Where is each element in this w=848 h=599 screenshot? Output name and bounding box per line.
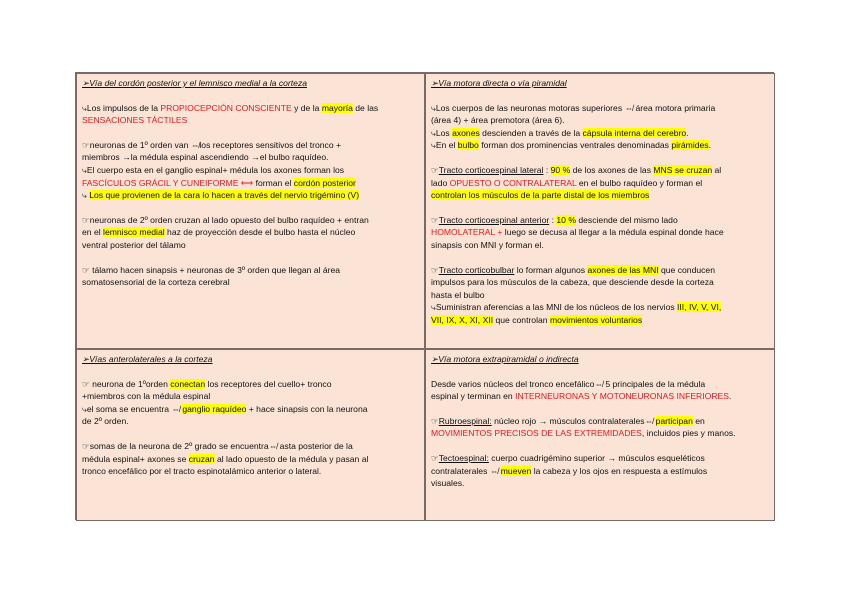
paragraph (431, 214, 769, 252)
text-line: ☞neuronas de 1º orden van ⇎los receptores sensitivos del tronco + (82, 139, 342, 150)
text-line: visuales. (431, 478, 465, 489)
text-line (82, 403, 419, 416)
text-line: de 2º orden. (82, 416, 129, 427)
cell-extrapyramidal-pathway (425, 349, 775, 521)
text-line (431, 214, 769, 227)
paragraph (82, 440, 419, 478)
paragraph (82, 378, 419, 428)
red-text: HOMOLATERAL + (431, 227, 503, 238)
cell-anterolateral-pathway (76, 349, 425, 521)
cell-heading: ➢Vía del cordón posterior y el lemnisco medial a la corteza (82, 78, 308, 88)
text-line (431, 427, 769, 440)
text-line (431, 139, 769, 152)
paragraph (431, 378, 769, 403)
paragraph (431, 102, 769, 152)
text: en el bulbo raquídeo y forman el (576, 177, 703, 188)
text-line (431, 264, 769, 277)
text: . (708, 140, 711, 151)
paragraph (82, 214, 419, 252)
text: ⤷Suministran aferencias a las MNI de los núcleos de los nervios (431, 302, 678, 313)
text-line: somatosensorial de la corteza cerebral (82, 277, 230, 288)
text-line (82, 226, 419, 239)
text: haz de proyección desde el bulbo hasta el núcleo (164, 227, 356, 238)
highlighted-text: cápsula interna del cerebro (582, 127, 687, 138)
text: médula espinal+ axones se (82, 453, 189, 464)
text-line: +miembros con la médula espinal (82, 391, 211, 402)
red-text: PROPIOCEPCIÓN CONSCIENTE (160, 102, 292, 113)
text-line (82, 102, 419, 115)
text-line: hasta el bulbo (431, 289, 485, 300)
text: contralaterales ⇎ (431, 465, 501, 476)
text: ☞ (431, 164, 439, 175)
text: ⤷el soma se encuentra ⇎ (82, 403, 183, 414)
text: al (712, 164, 722, 175)
paragraph (82, 139, 419, 202)
text: desciende del mismo lado (575, 214, 678, 225)
red-text: SENSACIONES TÁCTILES (82, 115, 188, 126)
highlighted-text: axones (452, 127, 480, 138)
text-line (431, 301, 769, 314)
highlighted-text: cordón posterior (293, 177, 356, 188)
cell-pyramidal-pathway (425, 73, 775, 349)
text-line (431, 226, 769, 239)
text: ☞ (431, 214, 439, 225)
text-line: Desde varios núcleos del tronco encefálico⇎ 5 principales de la médula (431, 378, 706, 389)
cell-heading: ➢Vía motora extrapiramidal o indirecta (431, 354, 579, 364)
text-line (431, 189, 769, 202)
text: descienden a través de la (479, 127, 583, 138)
highlighted-text: Los que provienen de la cara lo hacen a través del nervio trigémino (V) (89, 190, 360, 201)
highlighted-text: 90 % (550, 164, 571, 175)
paragraph (82, 264, 419, 289)
text: los receptores del cuello+ tronco (205, 378, 332, 389)
text-line (431, 415, 769, 428)
text-line (431, 164, 769, 177)
text-line: ⤷Los cuerpos de las neuronas motoras superiores ⇎ área motora primaria (431, 102, 716, 113)
text-line (82, 378, 419, 391)
underlined-text: Tectoespinal: (438, 452, 489, 463)
text: que controlan (493, 314, 550, 325)
text: de las (352, 102, 379, 113)
highlighted-text: controlan los músculos de la parte distal de los miembros (431, 190, 650, 201)
text: núcleo rojo → músculos contralaterales⇎ (491, 415, 656, 426)
highlighted-text: VII, IX, X, XI, XII (431, 314, 494, 325)
underlined-text: Tracto corticoespinal anterior (438, 214, 550, 225)
highlighted-text: mayoría (321, 102, 353, 113)
cell-heading: ➢Vías anterolaterales a la corteza (82, 354, 213, 364)
text: ⤷En el (431, 140, 458, 151)
cell-heading: ➢Vía motora directa o vía piramidal (431, 78, 567, 88)
text: y de la (291, 102, 322, 113)
text: ☞ (431, 415, 439, 426)
red-text: OPUESTO O CONTRALATERAL (449, 177, 577, 188)
text: forman dos prominencias ventrales denominadas (478, 140, 672, 151)
text: lado (431, 177, 450, 188)
text-line (431, 390, 769, 403)
paragraph (431, 415, 769, 440)
text: ☞ (431, 452, 439, 463)
text-line: ventral posterior del tálamo (82, 239, 186, 250)
red-text: INTERNEURONAS Y MOTONEURONAS INFERIORES (515, 391, 729, 402)
text: en (692, 415, 705, 426)
text-line (82, 453, 419, 466)
red-text: FASCÍCULOS GRÁCIL Y CUNEIFORME ⟷ (82, 177, 254, 188)
red-text: MOVIMIENTOS PRECISOS DE LAS EXTREMIDADES (431, 428, 642, 439)
underlined-text: Rubroespinal: (438, 415, 492, 426)
highlighted-text: MNS se cruzan (653, 164, 713, 175)
text: cuerpo cuadrigémino superior → músculos esqueléticos (488, 452, 705, 463)
highlighted-text: mueven (500, 465, 532, 476)
highlighted-text: pirámides (671, 140, 709, 151)
text: la cabeza y los ojos en respuesta a estímulos (531, 465, 708, 476)
underlined-text: Tracto corticoespinal lateral (438, 164, 544, 175)
text-line (82, 189, 419, 202)
text-line (82, 177, 419, 190)
text: ⤷ (82, 190, 90, 201)
highlighted-text: III, IV, V, VI, (677, 302, 722, 313)
underlined-text: Tracto corticobulbar (438, 264, 515, 275)
text-line (431, 314, 769, 327)
paragraph (431, 164, 769, 202)
text: . (729, 391, 732, 402)
text-line: tronco encefálico por el tracto espinotalámico anterior o lateral. (82, 466, 322, 477)
text: espinal y terminan en (431, 391, 516, 402)
text-line: sinapsis con MNI y forman el. (431, 239, 544, 250)
text: al lado opuesto de la médula y pasan al (214, 453, 369, 464)
text-line (431, 127, 769, 140)
text-line: impulsos para los músculos de la cabeza, que desciende desde la corteza (431, 277, 714, 288)
text: , incluidos pies y manos. (641, 428, 736, 439)
text-line: miembros →la médula espinal ascendiendo →el bulbo raquídeo. (82, 152, 329, 163)
text-line: ☞somas de la neurona de 2º grado se encuentra⇎ asta posterior de la (82, 440, 353, 451)
text: forman el (253, 177, 294, 188)
highlighted-text: bulbo (457, 140, 479, 151)
text: ☞ (431, 264, 439, 275)
text-line: ☞neuronas de 2º orden cruzan al lado opuesto del bulbo raquídeo + entran (82, 214, 369, 225)
text-line: ⤷El cuerpo esta en el ganglio espinal+ médula los axones forman los (82, 164, 345, 175)
highlighted-text: participan (655, 415, 693, 426)
text: de los axones de las (570, 164, 654, 175)
highlighted-text: cruzan (188, 453, 215, 464)
text-line: (área 4) + área premotora (área 6). (431, 115, 565, 126)
text-line (431, 452, 769, 465)
text: ⤷Los impulsos de la (82, 102, 161, 113)
highlighted-text: ganglio raquídeo (182, 403, 247, 414)
text: lo forman algunos (514, 264, 588, 275)
text: ⤷Los (431, 127, 453, 138)
text: : (549, 214, 557, 225)
highlighted-text: axones de las MNI (587, 264, 659, 275)
text-line (431, 465, 769, 478)
paragraph (431, 452, 769, 490)
paragraph (82, 102, 419, 127)
highlighted-text: movimientos voluntarios (549, 314, 643, 325)
text: + hace sinapsis con la neurona (246, 403, 368, 414)
highlighted-text: conectan (170, 378, 206, 389)
text: ☞ neurona de 1ºorden (82, 378, 171, 389)
cell-posterior-column-pathway (76, 73, 425, 349)
highlighted-text: 10 % (556, 214, 576, 225)
text: luego se decusa al llegar a la médula espinal donde hace (502, 227, 724, 238)
text: : (543, 164, 551, 175)
text-line: ☞ tálamo hacen sinapsis + neuronas de 3º orden que llegan al área (82, 264, 341, 275)
summary-table (75, 72, 774, 520)
text: . (686, 127, 689, 138)
text-line (431, 177, 769, 190)
text: que conducen (658, 264, 715, 275)
paragraph (431, 264, 769, 327)
highlighted-text: lemnisco medial (103, 227, 165, 238)
text: en el (82, 227, 104, 238)
